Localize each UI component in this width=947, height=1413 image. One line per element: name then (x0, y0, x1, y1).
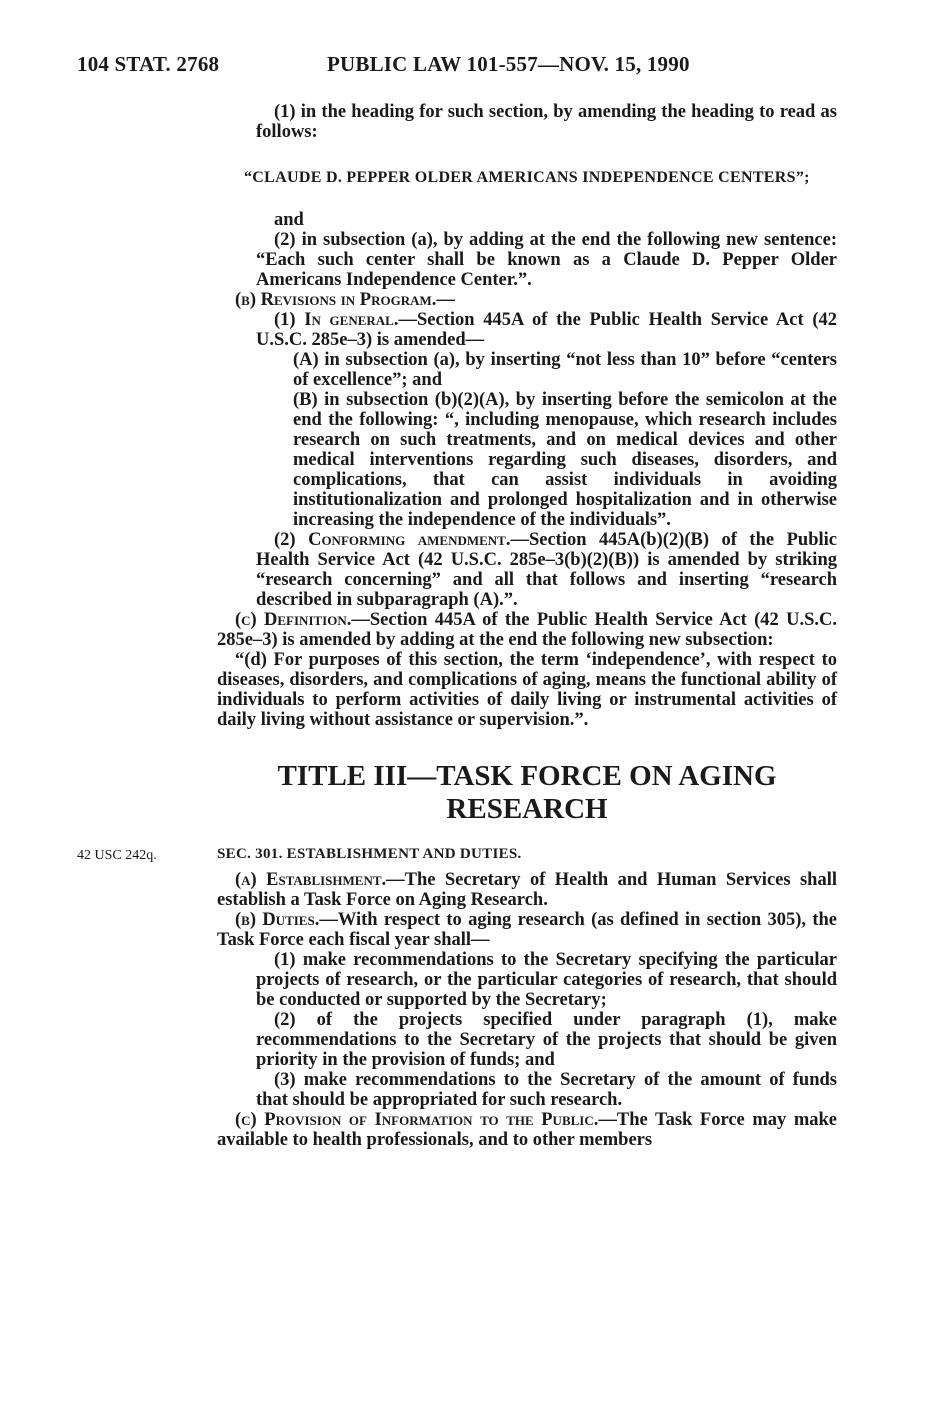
sb-text: —With respect to aging research (as defined in section 305), the Task Force each fiscal year shall— (217, 910, 837, 950)
sb-label: (b) Duties. (235, 910, 320, 930)
sa-text: —The Secretary of Health and Human Services shall establish a Task Force on Aging Research. (217, 870, 837, 910)
subsection-b-label: (b) Revisions in Program.— (235, 290, 455, 310)
b1-text: —Section 445A of the Public Health Service Act (42 U.S.C. 285e–3) is amended— (256, 310, 838, 350)
quoted-heading: “CLAUDE D. PEPPER OLDER AMERICANS INDEPENDENCE CENTERS”; (244, 169, 810, 186)
c-label: (c) Definition. (235, 610, 352, 630)
title-line-2: RESEARCH (446, 793, 608, 825)
sa-label: (a) Establishment. (235, 870, 387, 890)
subsection-d-quote: “(d) For purposes of this section, the term ‘independence’, with respect to diseases, disorders, and complications of aging, means the functional ability of individuals to perform activities of daily living or instrumental activities of daily living without assistance or supervision.”. (217, 650, 837, 730)
title-line-1: TITLE III—TASK FORCE ON AGING (277, 760, 777, 792)
section-b1: (1) make recommendations to the Secretary specifying the particular projects of research, or the particular categories of research, that should be conducted or supported by the Secretary; (256, 950, 837, 1010)
section-b2: (2) of the projects specified under paragraph (1), make recommendations to the Secretary of the projects that should be given priority in the provision of funds; and (256, 1010, 837, 1070)
section-c (217, 1110, 837, 1150)
paragraph-2: (2) in subsection (a), by adding at the end the following new sentence: “Each such center shall be known as a Claude D. Pepper Older Americans Independence Center.”. (256, 230, 837, 290)
section-heading: SEC. 301. ESTABLISHMENT AND DUTIES. (217, 846, 522, 862)
marginal-note: 42 USC 242q. (77, 848, 157, 863)
section-b (217, 910, 837, 950)
subsection-b-heading (217, 290, 837, 310)
section-a (217, 870, 837, 910)
title-heading (217, 760, 837, 826)
sc-text: —The Task Force may make available to health professionals, and to other members (217, 1110, 837, 1150)
b2-label: (2) Conforming amendment. (274, 530, 511, 550)
stat-citation: 104 STAT. 2768 (77, 52, 220, 76)
paragraph-b2 (217, 530, 837, 610)
paragraph-1: (1) in the heading for such section, by amending the heading to read as follows: (256, 102, 837, 142)
paragraph-b1 (217, 310, 837, 350)
b1-label: (1) In general. (274, 310, 399, 330)
subparagraph-A: (A) in subsection (a), by inserting “not less than 10” before “centers of excellence”; and (293, 350, 837, 390)
b2-text: —Section 445A(b)(2)(B) of the Public Health Service Act (42 U.S.C. 285e–3(b)(2)(B)) is amended by striking “research concerning” and all that follows and inserting “research described in subparagraph (A).”. (256, 530, 837, 610)
c-text: —Section 445A of the Public Health Service Act (42 U.S.C. 285e–3) is amended by adding at the end the following new subsection: (217, 610, 837, 650)
law-citation: PUBLIC LAW 101-557—NOV. 15, 1990 (327, 52, 690, 76)
document-body (77, 102, 838, 1150)
subsection-c (217, 610, 837, 650)
and-line: and (274, 210, 304, 230)
subparagraph-B: (B) in subsection (b)(2)(A), by inserting before the semicolon at the end the following: “, including menopause, which research includes research on such treatments, and on medical devices and other medical interventions regarding such diseases, disorders, and complications, that can assist individuals in avoiding institutionalization and prolonged hospitalization and in otherwise increasing the independence of the individuals”. (293, 390, 837, 530)
section-301 (77, 844, 837, 1150)
section-b3: (3) make recommendations to the Secretary of the amount of funds that should be appropriated for such research. (256, 1070, 837, 1110)
sc-label: (c) Provision of Information to the Public. (235, 1110, 599, 1130)
